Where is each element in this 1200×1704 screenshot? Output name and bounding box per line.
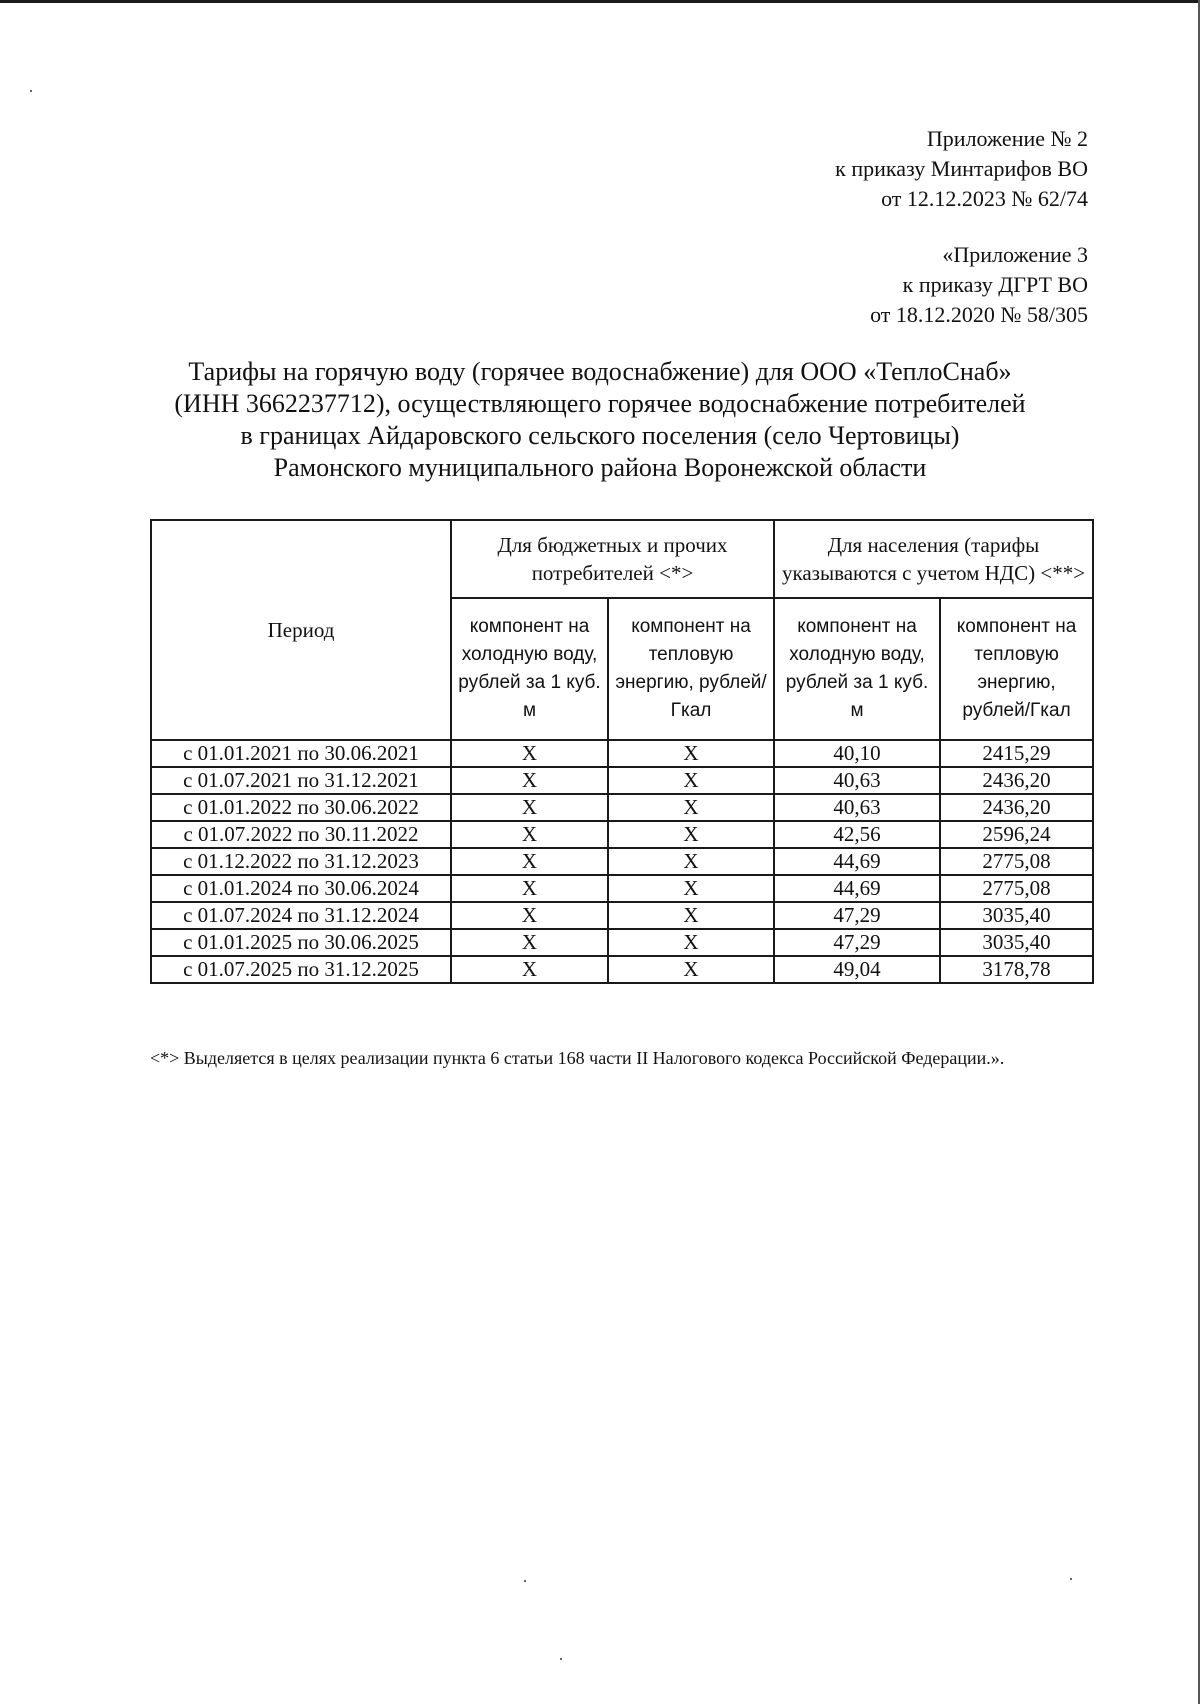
appendix-line-3: от 12.12.2023 № 62/74 (881, 186, 1088, 211)
cell-budget-cold-water: Х (451, 821, 608, 848)
cell-budget-heat: Х (608, 794, 774, 821)
cell-population-heat: 2596,24 (940, 821, 1093, 848)
cell-budget-cold-water: Х (451, 767, 608, 794)
table-row (151, 767, 1093, 794)
cell-period: с 01.12.2022 по 31.12.2023 (151, 848, 451, 875)
cell-population-cold-water: 47,29 (774, 929, 940, 956)
cell-period: с 01.07.2024 по 31.12.2024 (151, 902, 451, 929)
cell-period: с 01.07.2022 по 30.11.2022 (151, 821, 451, 848)
cell-budget-cold-water: Х (451, 929, 608, 956)
cell-period: с 01.01.2025 по 30.06.2025 (151, 929, 451, 956)
table-row (151, 848, 1093, 875)
document-title (100, 356, 1100, 484)
cell-budget-heat: Х (608, 929, 774, 956)
appendix-line-2: к приказу Минтарифов ВО (835, 156, 1088, 181)
tariff-table (150, 519, 1094, 984)
cell-population-cold-water: 40,63 (774, 767, 940, 794)
cell-population-cold-water: 44,69 (774, 848, 940, 875)
scan-speck (30, 90, 32, 92)
cell-population-heat: 3178,78 (940, 956, 1093, 983)
cell-population-heat: 2436,20 (940, 794, 1093, 821)
original-appendix-line-1: «Приложение 3 (942, 242, 1088, 267)
cell-budget-heat: Х (608, 848, 774, 875)
cell-budget-heat: Х (608, 875, 774, 902)
table-row (151, 956, 1093, 983)
cell-population-cold-water: 44,69 (774, 875, 940, 902)
header-budget-cold-water: компонент на холодную воду, рублей за 1 куб. м (451, 598, 608, 740)
cell-population-cold-water: 47,29 (774, 902, 940, 929)
header-population-heat: компонент на тепловую энергию, рублей/Гкал (940, 598, 1093, 740)
cell-period: с 01.01.2024 по 30.06.2024 (151, 875, 451, 902)
header-population-cold-water: компонент на холодную воду, рублей за 1 куб. м (774, 598, 940, 740)
footnote: <*> Выделяется в целях реализации пункта 6 статьи 168 части II Налогового кодекса Российской Федерации.». (150, 1048, 1005, 1068)
cell-budget-cold-water: Х (451, 740, 608, 767)
header-period: Период (151, 520, 451, 740)
table-row (151, 740, 1093, 767)
cell-population-heat: 2775,08 (940, 875, 1093, 902)
cell-budget-cold-water: Х (451, 875, 608, 902)
title-line-2: (ИНН 3662237712), осуществляющего горячее водоснабжение потребителей (174, 389, 1026, 418)
original-appendix-line-2: к приказу ДГРТ ВО (902, 272, 1088, 297)
cell-budget-cold-water: Х (451, 794, 608, 821)
table-row (151, 929, 1093, 956)
cell-period: с 01.01.2021 по 30.06.2021 (151, 740, 451, 767)
cell-population-heat: 2436,20 (940, 767, 1093, 794)
cell-budget-cold-water: Х (451, 902, 608, 929)
table-row (151, 821, 1093, 848)
cell-population-cold-water: 40,10 (774, 740, 940, 767)
cell-budget-cold-water: Х (451, 956, 608, 983)
cell-population-cold-water: 42,56 (774, 821, 940, 848)
cell-budget-heat: Х (608, 902, 774, 929)
cell-population-heat: 3035,40 (940, 902, 1093, 929)
cell-population-heat: 3035,40 (940, 929, 1093, 956)
cell-budget-heat: Х (608, 956, 774, 983)
appendix-reference (835, 124, 1088, 214)
table-row (151, 794, 1093, 821)
header-budget-heat: компонент на тепловую энергию, рублей/Гкал (608, 598, 774, 740)
original-appendix-reference (870, 240, 1088, 330)
title-line-4: Рамонского муниципального района Воронежской области (273, 453, 927, 482)
cell-budget-heat: Х (608, 740, 774, 767)
table-row (151, 875, 1093, 902)
cell-budget-heat: Х (608, 767, 774, 794)
scan-speck (1070, 1578, 1072, 1580)
tariff-table-body (151, 740, 1093, 983)
table-header-row (151, 520, 1093, 598)
original-appendix-line-3: от 18.12.2020 № 58/305 (870, 302, 1088, 327)
title-line-3: в границах Айдаровского сельского поселения (село Чертовицы) (240, 421, 960, 450)
cell-period: с 01.07.2025 по 31.12.2025 (151, 956, 451, 983)
cell-period: с 01.01.2022 по 30.06.2022 (151, 794, 451, 821)
title-line-1: Тарифы на горячую воду (горячее водоснабжение) для ООО «ТеплоСнаб» (188, 357, 1012, 386)
cell-period: с 01.07.2021 по 31.12.2021 (151, 767, 451, 794)
scan-speck (524, 1580, 526, 1582)
cell-budget-heat: Х (608, 821, 774, 848)
appendix-line-1: Приложение № 2 (926, 126, 1088, 151)
cell-population-cold-water: 49,04 (774, 956, 940, 983)
scan-speck (560, 1658, 562, 1660)
scan-top-border (0, 0, 1200, 3)
cell-population-heat: 2415,29 (940, 740, 1093, 767)
cell-population-heat: 2775,08 (940, 848, 1093, 875)
header-population: Для населения (тарифы указываются с учетом НДС) <**> (774, 520, 1093, 598)
header-budget-consumers: Для бюджетных и прочих потребителей <*> (451, 520, 774, 598)
cell-population-cold-water: 40,63 (774, 794, 940, 821)
cell-budget-cold-water: Х (451, 848, 608, 875)
table-row (151, 902, 1093, 929)
